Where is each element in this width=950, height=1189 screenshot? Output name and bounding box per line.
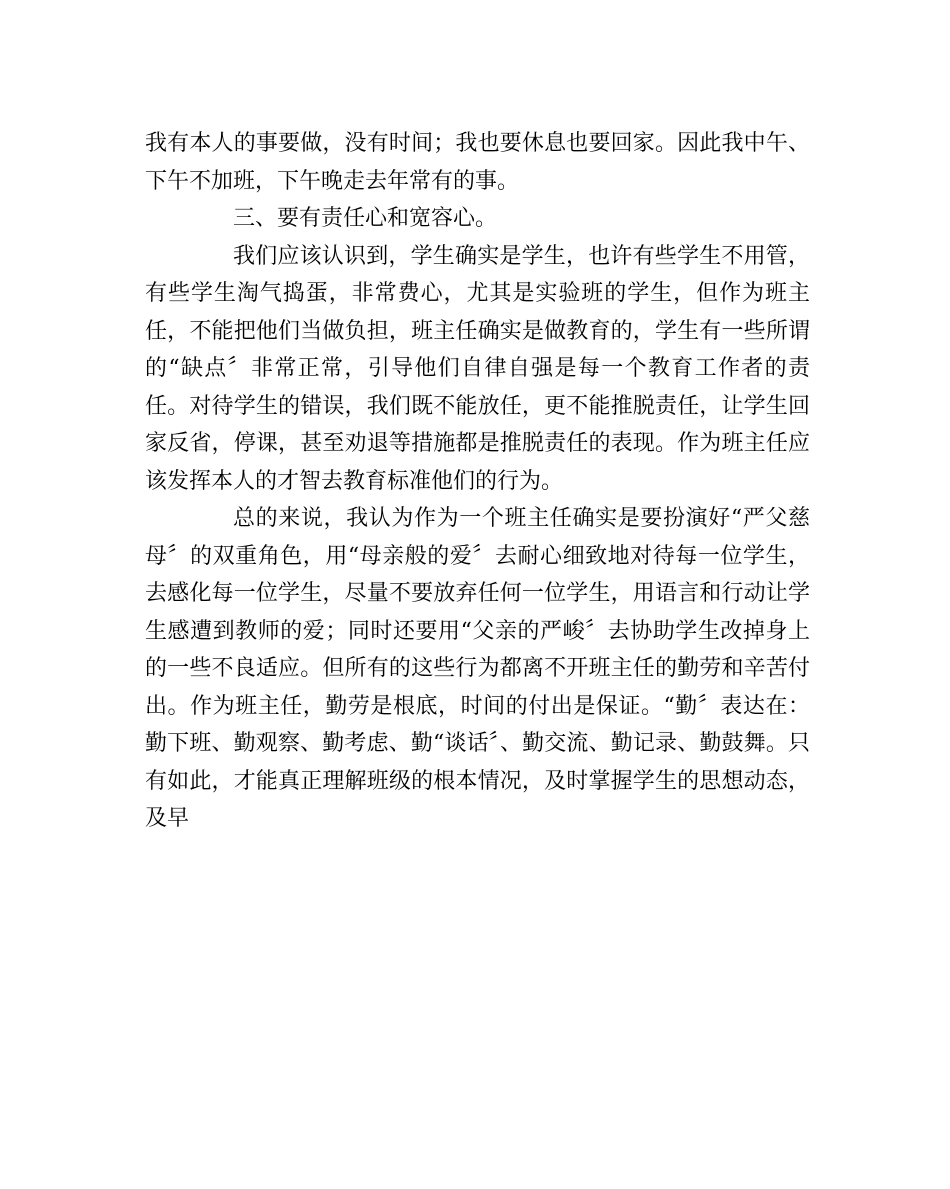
document-body <box>145 125 810 838</box>
paragraph-summary: 总的来说，我认为作为一个班主任确实是要扮演好“严父慈母〞的双重角色，用“母亲般的爱〞去耐心细致地对待每一位学生，去感化每一位学生，尽量不要放弃任何一位学生，用语言和行动让学生感遭到教师的爱；同时还要用“父亲的严峻〞去协助学生改掉身上的一些不良适应。但所有的这些行为都离不开班主任的勤劳和辛苦付出。作为班主任，勤劳是根底，时间的付出是保证。“勤〞表达在：勤下班、勤观察、勤考虑、勤“谈话〞、勤交流、勤记录、勤鼓舞。只有如此，才能真正理解班级的根本情况，及时掌握学生的思想动态，及早 <box>145 506 810 831</box>
paragraph-continuation: 我有本人的事要做，没有时间；我也要休息也要回家。因此我中午、下午不加班，下午晚走去年常有的事。 <box>145 131 810 194</box>
section-heading-responsibility: 三、要有责任心和宽容心。 <box>233 206 498 231</box>
paragraph-responsibility: 我们应该认识到，学生确实是学生，也许有些学生不用管，有些学生淘气捣蛋，非常费心，尤其是实验班的学生，但作为班主任，不能把他们当做负担，班主任确实是做教育的，学生有一些所谓的“缺点〞非常正常，引导他们自律自强是每一个教育工作者的责任。对待学生的错误，我们既不能放任，更不能推脱责任，让学生回家反省，停课，甚至劝退等措施都是推脱责任的表现。作为班主任应该发挥本人的才智去教育标准他们的行为。 <box>145 243 810 494</box>
